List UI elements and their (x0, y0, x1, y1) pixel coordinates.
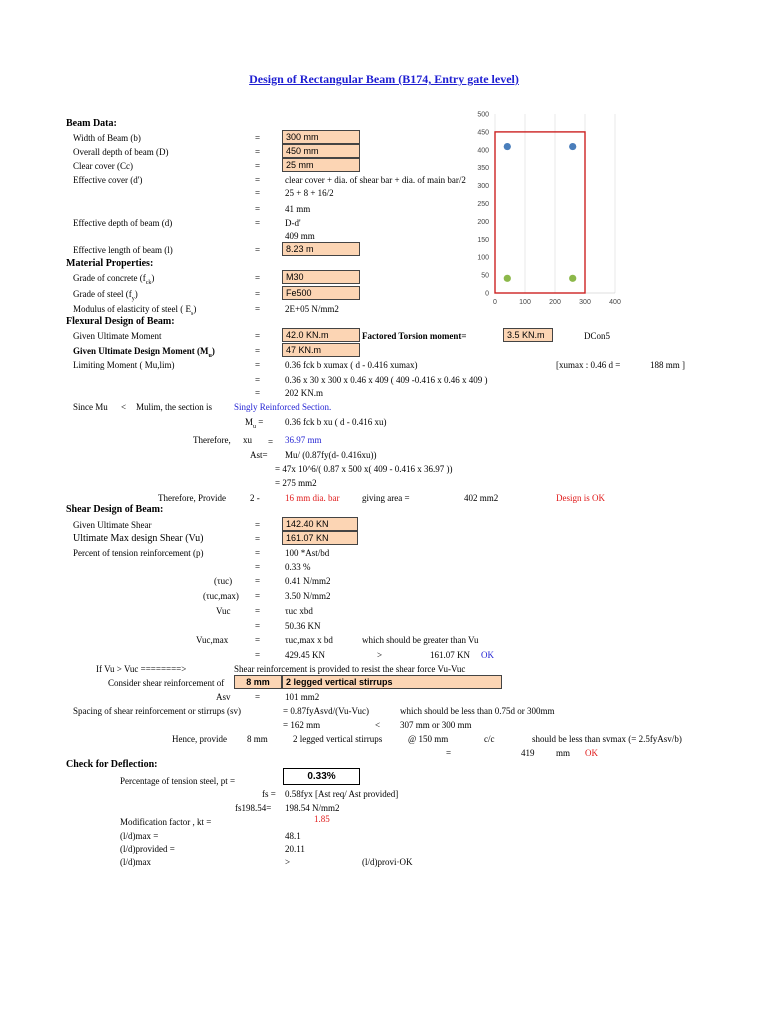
eff-length-input[interactable]: 8.23 m (282, 242, 360, 256)
mf-label: Modification factor , kt = (120, 817, 212, 827)
equals-sign: = (255, 289, 261, 299)
ast-formula: Mu/ (0.87fy(d- 0.416xu)) (285, 450, 377, 460)
spacing-label: Spacing of shear reinforcement or stirrups (sv) (73, 706, 241, 716)
xumax-value: 188 mm ] (650, 360, 685, 370)
concrete-grade-input[interactable]: M30 (282, 270, 360, 284)
equals-sign: = (255, 360, 261, 370)
limiting-formula: 0.36 fck b xumax ( d - 0.416 xumax) (285, 360, 418, 370)
consider-label: Consider shear reinforcement of (108, 678, 225, 688)
mu-symbol: $M_u$ = (245, 417, 264, 430)
equals-sign: = (255, 133, 261, 143)
torsion-label: Factored Torsion moment= (362, 331, 467, 341)
limiting-label: Limiting Moment ( Mu,lim) (73, 360, 175, 370)
x-tick-label: 200 (549, 299, 561, 306)
vuc-label: Vuc (216, 606, 231, 616)
equals-sign: = (255, 562, 261, 572)
beam-section-chart (455, 106, 625, 312)
svmax-value: 419 (521, 748, 535, 758)
x-tick-label: 0 (493, 299, 497, 306)
moment-input[interactable]: 42.0 KN.m (282, 328, 360, 342)
ld-cmp-result: (l/d)provi·OK (362, 857, 413, 867)
tau-max-label: (τuc,max) (203, 591, 239, 601)
cover-label: Clear cover (Cc) (73, 161, 133, 171)
vu-label: Ultimate Max design Shear (Vu) (73, 533, 204, 544)
svmax-unit: mm (556, 748, 571, 758)
bar-dia-input[interactable]: 8 mm (234, 675, 282, 689)
eff-length-label: Effective length of beam (l) (73, 245, 173, 255)
cover-input[interactable]: 25 mm (282, 158, 360, 172)
eff-depth-formula: D-d' (285, 218, 301, 228)
equals-sign: = (255, 175, 261, 185)
equals-sign: = (255, 621, 261, 631)
ld-max-label: (l/d)max = (120, 831, 159, 841)
y-tick-label: 250 (477, 201, 489, 208)
equals-sign: = (255, 635, 261, 645)
modulus-label: Modulus of elasticity of steel ( $E_s$) (73, 304, 197, 317)
ast-result: = 275 mm2 (275, 478, 317, 488)
less-than: < (121, 402, 127, 412)
equals-sign: = (255, 591, 261, 601)
section-type: Singly Reinforced Section. (234, 402, 332, 412)
p-label: Percent of tension reinforcement (p) (73, 548, 204, 558)
hence-cc: c/c (484, 734, 495, 744)
y-tick-label: 50 (481, 272, 489, 280)
mf-value: 1.85 (314, 814, 330, 824)
therefore-label: Therefore, (193, 435, 231, 445)
provide-count: 2 - (250, 493, 260, 503)
equals-sign: = (255, 534, 261, 544)
y-tick-label: 400 (477, 147, 489, 155)
equals-sign: = (268, 437, 274, 447)
eff-cover-formula: clear cover + dia. of shear bar + dia. of main bar/2 (285, 175, 466, 185)
equals-sign: = (255, 346, 261, 356)
equals-sign: = (255, 161, 261, 171)
equals-sign: = (255, 304, 261, 314)
pt-label: Percentage of tension steel, pt = (120, 776, 236, 786)
spacing-formula: = 0.87fyAsvd/(Vu-Vuc) (283, 706, 369, 716)
y-tick-label: 100 (477, 254, 489, 262)
y-tick-label: 150 (477, 236, 489, 244)
equals-sign: = (255, 606, 261, 616)
tau-c-value: 0.41 N/mm2 (285, 576, 331, 586)
deflection-heading: Check for Deflection: (66, 759, 158, 770)
vucmax-ok: OK (481, 650, 494, 660)
xu-value: 36.97 mm (285, 435, 322, 445)
svmax-note: should be less than svmax (= 2.5fyAsv/b) (532, 734, 682, 744)
y-tick-label: 200 (477, 218, 489, 226)
shear-heading: Shear Design of Beam: (66, 504, 164, 515)
asv-value: 101 mm2 (285, 692, 320, 702)
equals-sign: = (255, 388, 261, 398)
vuc-formula: τuc xbd (285, 606, 313, 616)
eff-cover-substitution: 25 + 8 + 16/2 (285, 188, 334, 198)
spacing-note: which should be less than 0.75d or 300mm (400, 706, 555, 716)
vucmax-compare: 161.07 KN (430, 650, 470, 660)
since-text: Since Mu (73, 402, 108, 412)
provide-label: Therefore, Provide (158, 493, 226, 503)
giving-area-label: giving area = (362, 493, 410, 503)
limiting-substitution: 0.36 x 30 x 300 x 0.46 x 409 ( 409 -0.416 x 0.46 x 409 ) (285, 375, 488, 385)
beam-outline (495, 132, 585, 293)
y-tick-label: 450 (477, 129, 489, 137)
equals-sign: = (255, 692, 261, 702)
equals-sign: = (255, 188, 261, 198)
design-ok: Design is OK (556, 493, 605, 503)
ld-cmp-gt: > (285, 857, 291, 867)
shear-input[interactable]: 142.40 KN (282, 517, 358, 531)
eff-cover-result: 41 mm (285, 204, 311, 214)
shear-label: Given Ultimate Shear (73, 520, 152, 530)
spacing-less-than: < (375, 720, 381, 730)
stirrup-type-input[interactable]: 2 legged vertical stirrups (282, 675, 502, 689)
p-value: 0.33 % (285, 562, 311, 572)
ld-max-value: 48.1 (285, 831, 301, 841)
equals-sign: = (255, 576, 261, 586)
equals-sign: = (255, 204, 261, 214)
moment-label: Given Ultimate Moment (73, 331, 162, 341)
limiting-result: 202 KN.m (285, 388, 323, 398)
y-tick-label: 300 (477, 183, 489, 191)
design-moment-input[interactable]: 47 KN.m (282, 343, 360, 357)
equals-sign: = (255, 331, 261, 341)
vu-input[interactable]: 161.07 KN (282, 531, 358, 545)
torsion-note: DCon5 (584, 331, 611, 341)
vucmax-formula: τuc,max x bd (285, 635, 333, 645)
material-heading: Material Properties: (66, 258, 154, 269)
eff-depth-label: Effective depth of beam (d) (73, 218, 173, 228)
asv-label: Asv (216, 692, 231, 702)
vucmax-label: Vuc,max (196, 635, 229, 645)
page-title: Design of Rectangular Beam (B174, Entry gate level) (249, 72, 519, 86)
vucmax-value: 429.45 KN (285, 650, 325, 660)
ld-cmp-label: (l/d)max (120, 857, 151, 867)
beam-data-heading: Beam Data: (66, 118, 117, 129)
equals-sign: = (255, 375, 261, 385)
p-formula: 100 *Ast/bd (285, 548, 330, 558)
if-text: Shear reinforcement is provided to resist the shear force Vu-Vuc (234, 664, 466, 674)
data-point (504, 143, 511, 150)
design-moment-label: Given Ultimate Design Moment $(M_u)$ (73, 346, 215, 359)
x-tick-label: 100 (519, 299, 531, 306)
ast-substitution: = 47x 10^6/( 0.87 x 500 x( 409 - 0.416 x 36.97 )) (275, 464, 453, 474)
data-point (504, 275, 511, 282)
fs2-label: fs198.54= (235, 803, 272, 813)
x-tick-label: 300 (579, 299, 591, 306)
greater-than: > (377, 650, 383, 660)
area-value: 402 mm2 (464, 493, 499, 503)
equals-sign: = (255, 273, 261, 283)
svmax-ok: OK (585, 748, 598, 758)
modulus-value: 2E+05 N/mm2 (285, 304, 339, 314)
eff-depth-result: 409 mm (285, 231, 315, 241)
width-input[interactable]: 300 mm (282, 130, 360, 144)
vuc-value: 50.36 KN (285, 621, 321, 631)
equals-sign: = (255, 218, 261, 228)
if-label: If Vu > Vuc ========> (96, 664, 187, 674)
tau-max-value: 3.50 N/mm2 (285, 591, 331, 601)
width-label: Width of Beam (b) (73, 133, 141, 143)
svmax-equals: = (446, 748, 452, 758)
tau-c-label: (τuc) (214, 576, 233, 586)
y-tick-label: 0 (485, 290, 489, 298)
data-point (569, 275, 576, 282)
concrete-label: Grade of concrete $(f_{ck})$ (73, 273, 155, 286)
x-tick-label: 400 (609, 299, 621, 306)
eff-cover-label: Effective cover (d') (73, 175, 143, 185)
torsion-input[interactable]: 3.5 KN.m (503, 328, 553, 342)
provide-bar: 16 mm dia. bar (285, 493, 340, 503)
flexural-heading: Flexural Design of Beam: (66, 316, 175, 327)
fs-label: fs = (262, 789, 276, 799)
depth-input[interactable]: 450 mm (282, 144, 360, 158)
fs-formula: 0.58fyx [Ast req/ Ast provided] (285, 789, 399, 799)
ast-label: Ast= (250, 450, 268, 460)
hence-type: 2 legged vertical stirrups (293, 734, 383, 744)
equals-sign: = (255, 548, 261, 558)
steel-label: Grade of steel $(f_y)$ (73, 289, 138, 302)
mu-formula: 0.36 fck b xu ( d - 0.416 xu) (285, 417, 387, 427)
since-mid: Mulim, the section is (136, 402, 212, 412)
depth-label: Overall depth of beam (D) (73, 147, 169, 157)
fs2-value: 198.54 N/mm2 (285, 803, 340, 813)
hence-dia: 8 mm (247, 734, 268, 744)
spacing-value: = 162 mm (283, 720, 321, 730)
ld-prov-label: (l/d)provided = (120, 844, 175, 854)
equals-sign: = (255, 520, 261, 530)
pt-input[interactable]: 0.33% (283, 768, 360, 785)
y-tick-label: 500 (477, 111, 489, 119)
hence-spacing: @ 150 mm (408, 734, 449, 744)
xu-label: xu (243, 435, 252, 445)
vucmax-note: which should be greater than Vu (362, 635, 479, 645)
data-point (569, 143, 576, 150)
spacing-limits: 307 mm or 300 mm (400, 720, 472, 730)
steel-grade-input[interactable]: Fe500 (282, 286, 360, 300)
xumax-note: [xumax : 0.46 d = (556, 360, 621, 370)
equals-sign: = (255, 650, 261, 660)
equals-sign: = (255, 147, 261, 157)
y-tick-label: 350 (477, 165, 489, 173)
ld-prov-value: 20.11 (285, 844, 305, 854)
equals-sign: = (255, 245, 261, 255)
hence-label: Hence, provide (172, 734, 227, 744)
